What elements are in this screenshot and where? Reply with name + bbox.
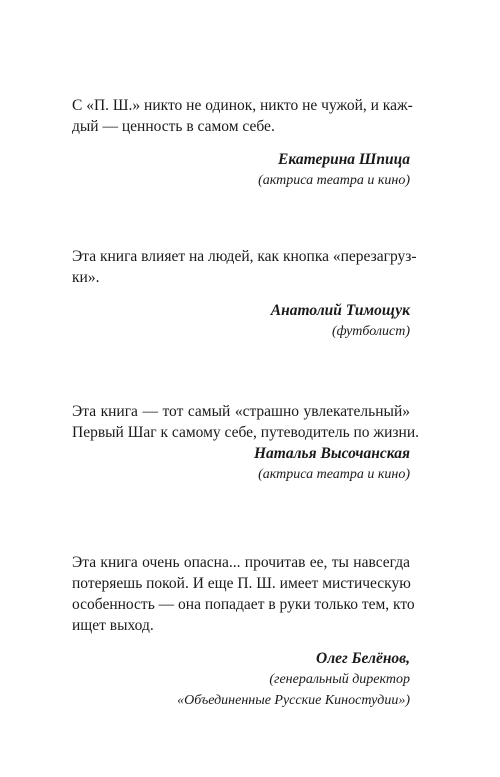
quote-line: дый — ценность в самом себе. <box>72 118 275 135</box>
quote-line: ки». <box>72 269 100 286</box>
quote-line: Эта книга — тот самый «страшно увлекательный» <box>72 403 410 420</box>
quote-text <box>72 401 420 443</box>
quote-author: Екатерина Шпица <box>278 151 410 168</box>
quote-line: Эта книга влияет на людей, как кнопка «перезагруз- <box>72 248 417 265</box>
quote-author-role: (актриса театра и кино) <box>258 467 410 482</box>
quote-line: особенность — она попадает в руки только тем, кто <box>72 596 415 613</box>
quote-line: ищет выход. <box>72 617 154 634</box>
quote-line: Эта книга очень опасна... прочитав ее, ты навсегда <box>72 554 410 571</box>
quote-author-role: (актриса театра и кино) <box>258 173 410 188</box>
quote-line: С «П. Ш.» никто не одинок, никто не чужой, и каж- <box>72 97 413 114</box>
quote-text <box>72 246 417 288</box>
quote-author-role: (генеральный директор <box>269 672 410 687</box>
quote-line: потеряешь покой. И еще П. Ш. имеет мистическую <box>72 575 411 592</box>
quote-author: Олег Белёнов, <box>316 650 410 667</box>
quote-line: Первый Шаг к самому себе, путеводитель по жизни. <box>72 424 420 441</box>
testimonial-quote <box>72 246 417 342</box>
quote-author-role: (футболист) <box>331 324 410 339</box>
quote-text <box>72 95 413 137</box>
quote-author-role: «Объединенные Русские Киностудии») <box>177 693 410 708</box>
testimonial-quote <box>72 552 415 711</box>
testimonial-quote <box>72 95 413 191</box>
book-page <box>72 0 420 777</box>
testimonial-quote <box>72 401 420 485</box>
quote-author: Анатолий Тимощук <box>270 302 410 319</box>
quote-text <box>72 552 415 636</box>
quote-author: Наталья Высочанская <box>253 445 410 462</box>
